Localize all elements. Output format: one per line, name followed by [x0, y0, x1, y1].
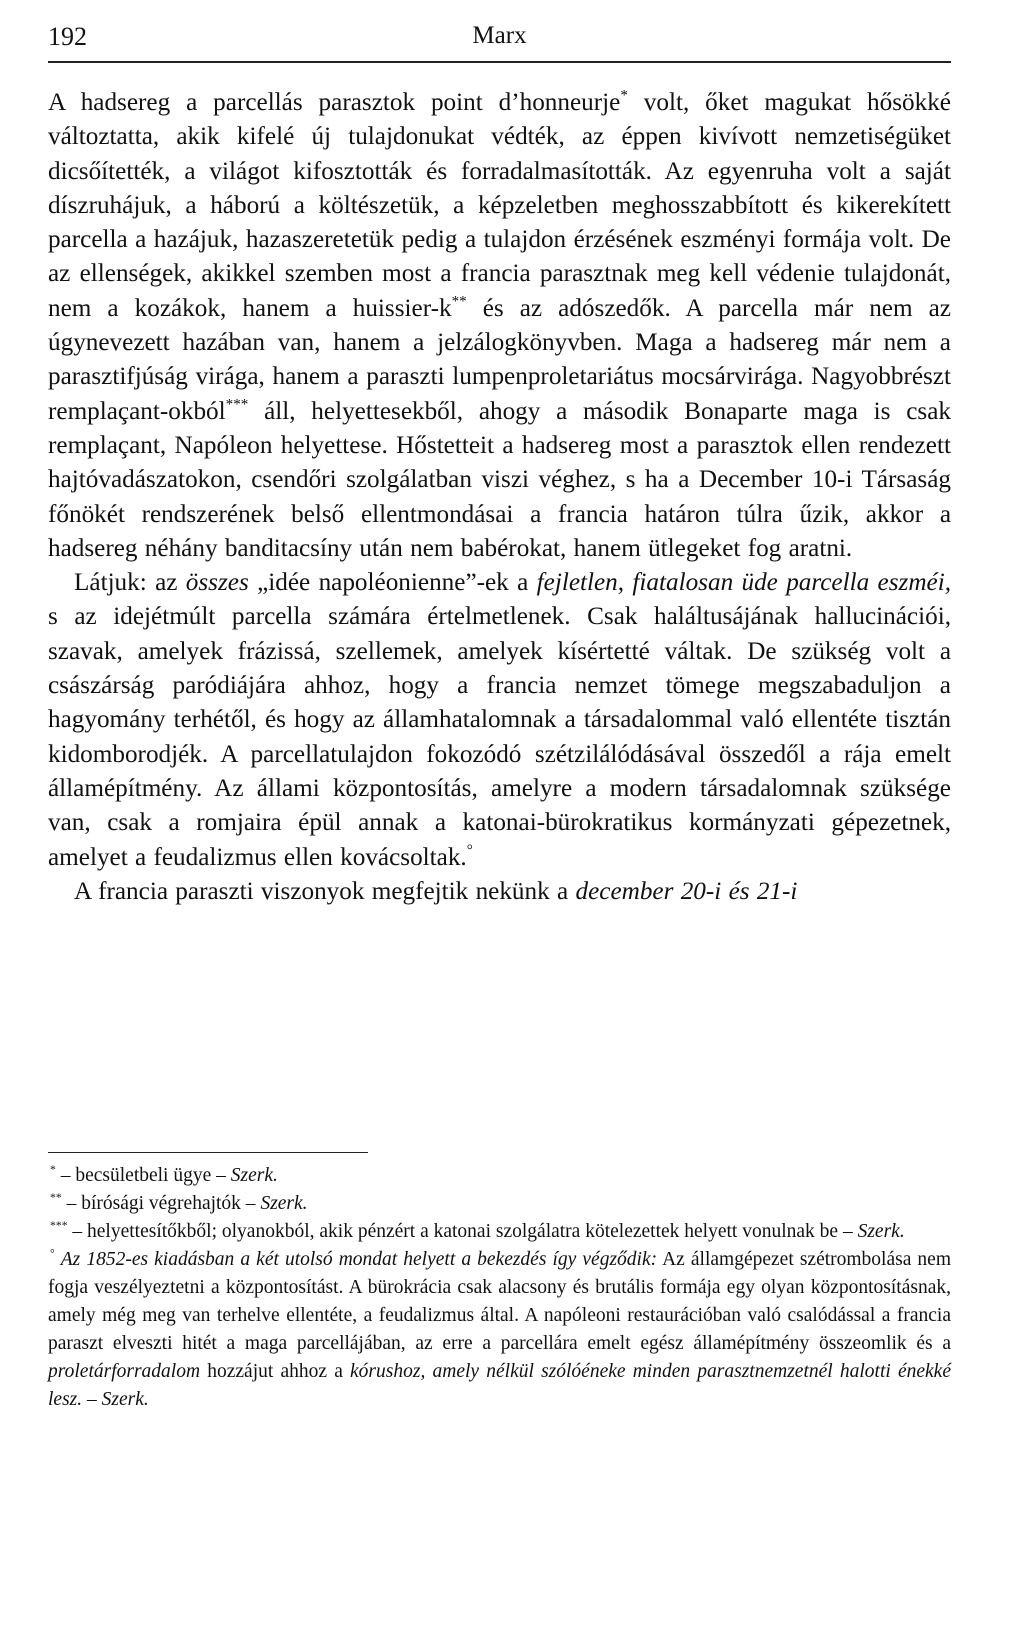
header-rule	[48, 61, 951, 63]
running-head: Marx	[472, 22, 527, 49]
footnote-1: * – becsületbeli ügye – Szerk.	[50, 1162, 278, 1186]
page-number: 192	[48, 22, 87, 51]
footnote-ref-2: **	[451, 293, 467, 310]
footnote-3: *** – helyettesítőkből; olyanokból, akik pénzért a katonai szolgálatra kötelezettek helyett vonulnak be – Szerk.	[50, 1218, 905, 1242]
paragraph-1: A hadsereg a parcellás parasztok point d’honneurje* volt, őket magukat hősökké változtatta, akik kifelé új tulajdonukat védték, az éppen kivívott nemzetiségüket dicsőítették, a világot kifosztották és forradalmasították. Az egyenruha volt a saját díszruhájuk, a háború a költészetük, a képzeletben meghosszabbított és kikerekített parcella a hazájuk, hazaszeretetük pedig a tulajdon érzésének eszményi formája volt. De az ellenségek, akikkel szemben most a francia parasztnak meg kell védenie tulajdonát, nem a kozákok, hanem a huissier-k** és az adószedők. A parcella már nem az úgynevezett hazában van, hanem a jelzálogkönyvben. Maga a hadsereg már nem a parasztifjúság virága, hanem a paraszti lumpenproletariátus mocsárvirága. Nagyobbrészt remplaçant-okból*** áll, helyettesekből, ahogy a második Bonaparte maga is csak remplaçant, Napóleon helyettese. Hőstetteit a hadsereg most a parasztok ellen rendezett hajtóvadászatokon, csendőri szolgálatban viszi véghez, s ha a December 10-i Társaság főnökét rendszerének belső ellentmondásai a francia határon túlra űzik, akkor a hadsereg néhány banditacsíny után nem babérokat, hanem ütlegeket fog aratni.	[48, 87, 951, 562]
page-header	[48, 22, 951, 58]
footnotes	[48, 1162, 951, 1414]
book-page	[48, 0, 951, 1633]
paragraph-2: Látjuk: az összes „idée napoléonienne”-ek a fejletlen, fiatalosan üde parcella eszméi, s az idejétmúlt parcella számára értelmetlenek. Csak haláltusájának hallucinációi, szavak, amelyek frázissá, szellemek, amelyek kísértetté váltak. De szükség volt a császárság paródiájára ahhoz, hogy a francia nemzet tömege megszabaduljon a hagyomány terhétől, és hogy az államhatalomnak a társadalommal való ellentéte tisztán kidomborodjék. A parcellatulajdon fokozódó szétzilálódásával összedől a rája emelt államépítmény. Az állami központosítás, amelyre a modern társadalomnak szüksége van, csak a romjaira épül annak a katonai-bürokratikus kormányzati gépezetnek, amelyet a feudalizmus ellen kovácsoltak.°	[48, 569, 951, 871]
footnote-ref-4: °	[466, 841, 473, 858]
body-text	[48, 86, 951, 909]
footnote-4: ° Az 1852-es kiadásban a két utolsó mondat helyett a bekezdés így végződik: Az államgépezet szétrombolása nem fogja veszélyeztetni a központosítást. A bürokrácia csak alacsony és brutális formája egy olyan központosításnak, amely még meg van terhelve ellentéte, a feudalizmus által. A napóleoni restaurációban való csalódással a francia paraszt elveszti hitét a maga parcellájában, az erre a parcellára emelt egész államépítmény összeomlik és a proletárforradalom hozzájut ahhoz a kórushoz, amely nélkül szólóéneke minden parasztnemzetnél halotti énekké lesz. – Szerk.	[48, 1246, 952, 1410]
footnote-ref-3: ***	[225, 396, 249, 413]
footnote-ref-1: *	[620, 87, 628, 104]
footnote-rule	[48, 1152, 368, 1153]
paragraph-3: A francia paraszti viszonyok megfejtik nekünk a december 20-i és 21-i	[74, 877, 798, 905]
footnote-2: ** – bírósági végrehajtók – Szerk.	[50, 1190, 308, 1214]
